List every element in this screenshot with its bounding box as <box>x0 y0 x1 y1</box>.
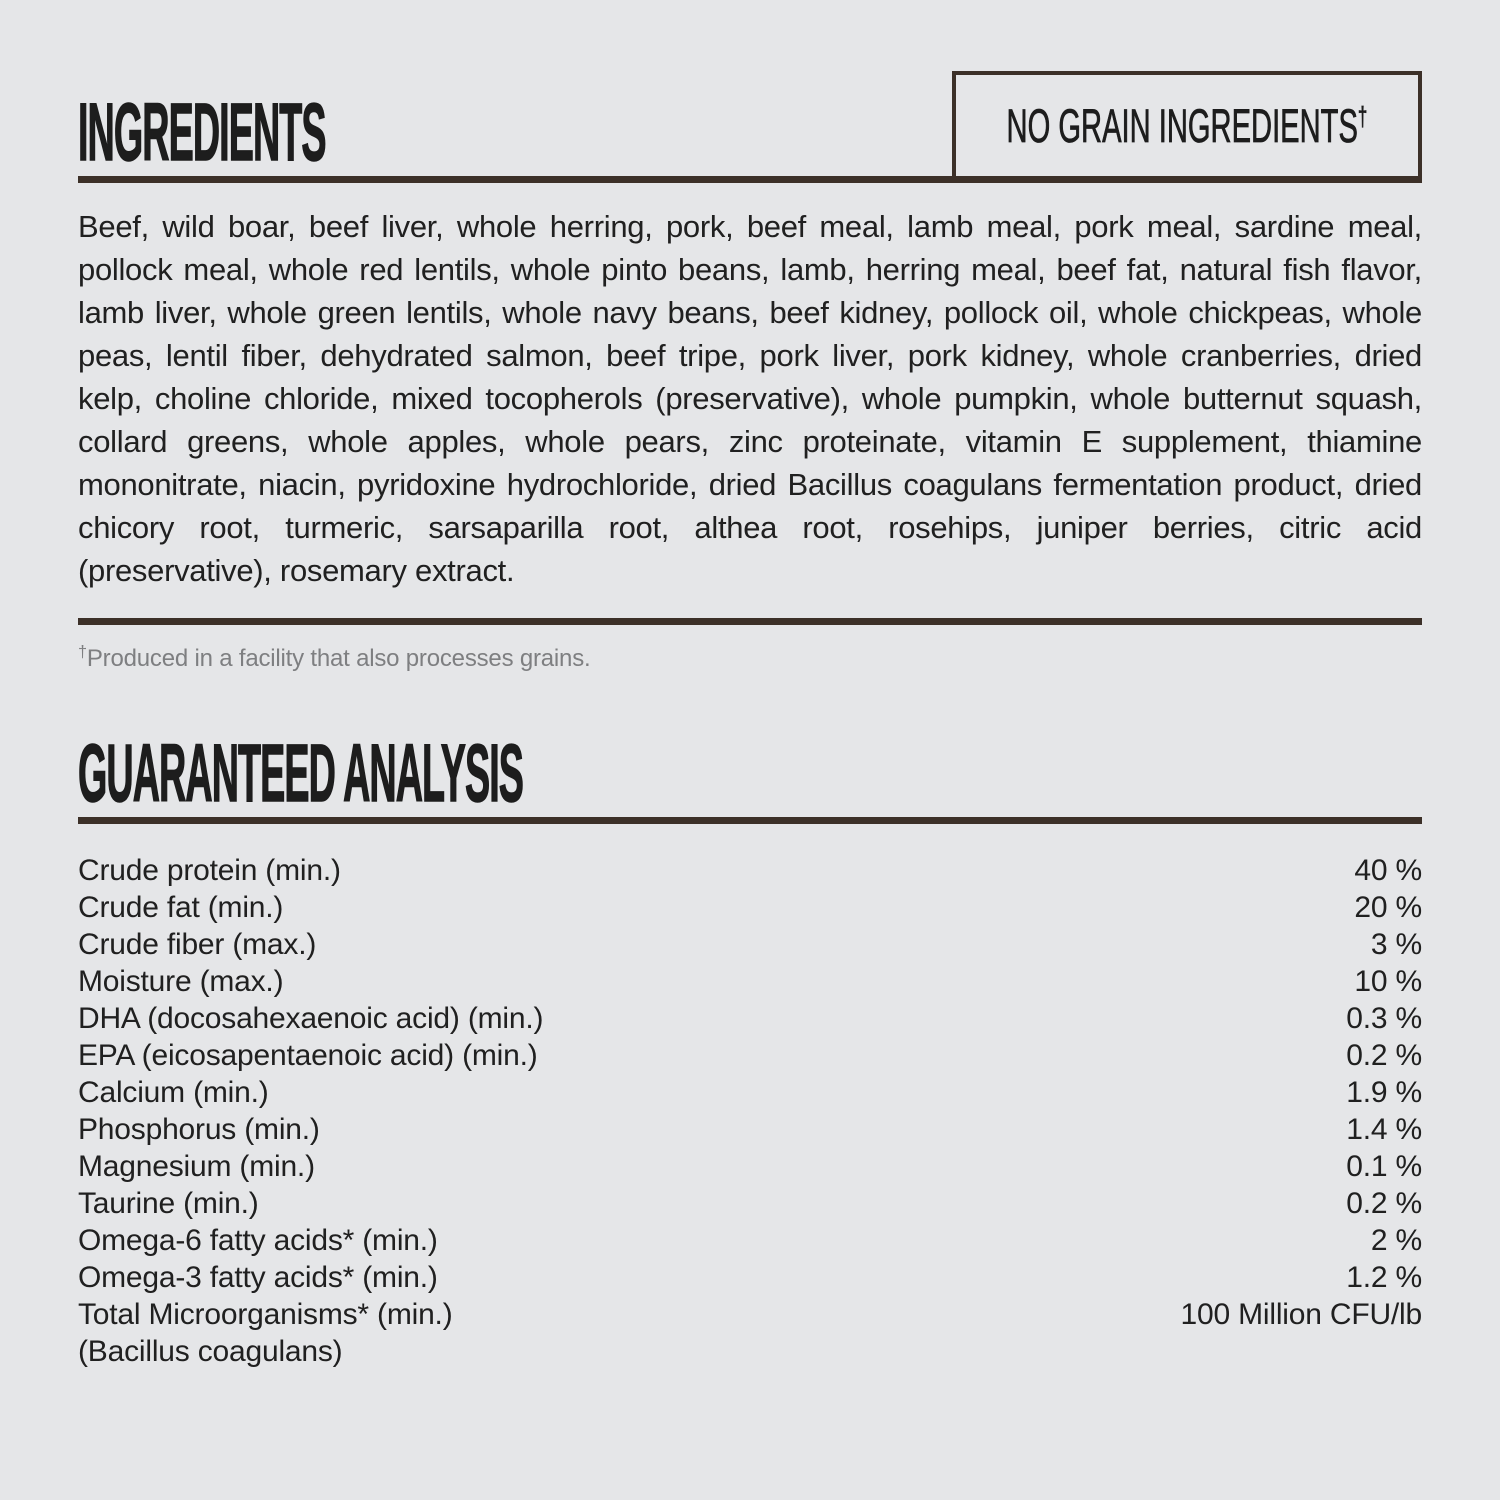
row-value: 1.4 % <box>1346 1113 1422 1146</box>
table-row-crude-protein <box>78 852 1422 889</box>
footnote-text: Produced in a facility that also processes grains. <box>86 645 591 672</box>
guaranteed-analysis-table <box>78 852 1422 1370</box>
guaranteed-analysis-title: GUARANTEED ANALYSIS <box>78 728 523 819</box>
row-label: EPA (eicosapentaenoic acid) (min.) <box>78 1039 538 1072</box>
row-label: Magnesium (min.) <box>78 1150 315 1183</box>
footnote-dagger-symbol: † <box>78 643 87 661</box>
table-row-crude-fiber <box>78 926 1422 963</box>
no-grain-badge-text: NO GRAIN INGREDIENTS <box>1006 99 1358 152</box>
row-label: Phosphorus (min.) <box>78 1113 320 1146</box>
row-label: Taurine (min.) <box>78 1187 259 1220</box>
row-value: 1.9 % <box>1346 1076 1422 1109</box>
guaranteed-analysis-header <box>78 720 1422 824</box>
table-row-magnesium <box>78 1148 1422 1185</box>
table-row-epa <box>78 1037 1422 1074</box>
no-grain-badge <box>952 71 1422 176</box>
row-value: 3 % <box>1370 928 1422 961</box>
ingredients-title: INGREDIENTS <box>78 87 326 178</box>
row-value: 100 Million CFU/lb <box>1180 1298 1422 1331</box>
row-value: 0.2 % <box>1346 1039 1422 1072</box>
table-row-crude-fat <box>78 889 1422 926</box>
row-value: 20 % <box>1354 891 1422 924</box>
row-label: Crude fat (min.) <box>78 891 284 924</box>
label-content <box>78 0 1422 1370</box>
row-label: Crude protein (min.) <box>78 854 341 887</box>
ingredients-header <box>78 65 1422 183</box>
no-grain-badge-label <box>1006 99 1368 152</box>
row-label: Moisture (max.) <box>78 965 284 998</box>
row-label: Omega-3 fatty acids* (min.) <box>78 1261 438 1294</box>
table-row-omega3 <box>78 1259 1422 1296</box>
row-value: 0.1 % <box>1346 1150 1422 1183</box>
row-label: Calcium (min.) <box>78 1076 269 1109</box>
ingredients-list-text: Beef, wild boar, beef liver, whole herring, pork, beef meal, lamb meal, pork meal, sardine meal, pollock meal, whole red lentils, whole pinto beans, lamb, herring meal, beef fat, natural fish flavor, lamb liver, whole green lentils, whole navy beans, beef kidney, pollock oil, whole chickpeas, whole peas, lentil fiber, dehydrated salmon, beef tripe, pork liver, pork kidney, whole cranberries, dried kelp, choline chloride, mixed tocopherols (preservative), whole pumpkin, whole butternut squash, collard greens, whole apples, whole pears, zinc proteinate, vitamin E supplement, thiamine mononitrate, niacin, pyridoxine hydrochloride, dried Bacillus coagulans fermentation product, dried chicory root, turmeric, sarsaparilla root, althea root, rosehips, juniper berries, citric acid (preservative), rosemary extract. <box>78 209 1422 588</box>
row-value: 0.2 % <box>1346 1187 1422 1220</box>
table-row-total-microorganisms <box>78 1296 1422 1333</box>
table-row-moisture <box>78 963 1422 1000</box>
table-row-calcium <box>78 1074 1422 1111</box>
table-row-phosphorus <box>78 1111 1422 1148</box>
dagger-symbol: † <box>1357 100 1368 132</box>
grain-facility-footnote <box>78 637 1422 674</box>
table-row-taurine <box>78 1185 1422 1222</box>
row-value: 40 % <box>1354 854 1422 887</box>
footnote-divider-rule <box>78 618 1422 625</box>
row-label: Omega-6 fatty acids* (min.) <box>78 1224 438 1257</box>
row-value: 2 % <box>1370 1224 1422 1257</box>
table-row-dha <box>78 1000 1422 1037</box>
table-row-bacillus-coagulans <box>78 1333 1422 1370</box>
row-value: 10 % <box>1354 965 1422 998</box>
row-value: 1.2 % <box>1346 1261 1422 1294</box>
row-label: Total Microorganisms* (min.) <box>78 1298 453 1331</box>
row-value: 0.3 % <box>1346 1002 1422 1035</box>
row-label: DHA (docosahexaenoic acid) (min.) <box>78 1002 544 1035</box>
row-label: Crude fiber (max.) <box>78 928 317 961</box>
row-label: (Bacillus coagulans) <box>78 1335 343 1368</box>
table-row-omega6 <box>78 1222 1422 1259</box>
